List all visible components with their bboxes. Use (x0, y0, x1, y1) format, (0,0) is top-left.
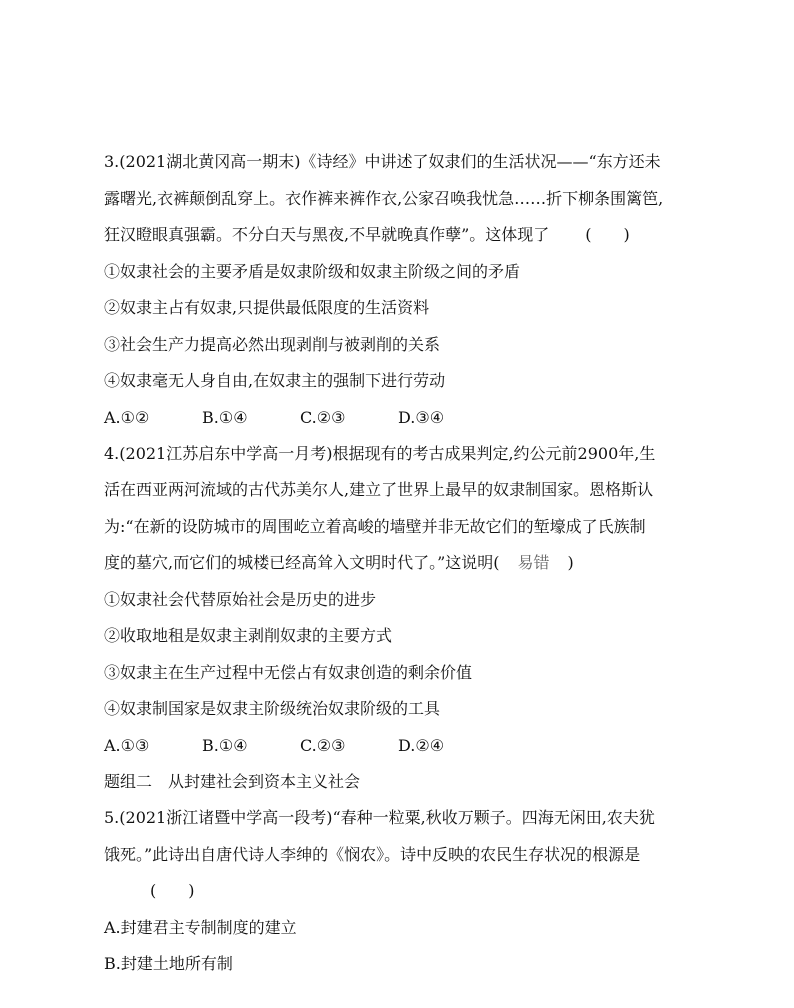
q3-statement-4: ④奴隶毫无人身自由,在奴隶主的强制下进行劳动 (104, 371, 446, 390)
q4-option-d[interactable]: D.②④ (398, 736, 445, 755)
q5-stem-line-1: 5.(2021浙江诸暨中学高一段考)“春种一粒粟,秋收万颗子。四海无闲田,农夫犹 (104, 808, 655, 827)
q3-option-c[interactable]: C.②③ (300, 408, 346, 427)
q4-option-c[interactable]: C.②③ (300, 736, 346, 755)
q3-option-a[interactable]: A.①② (104, 408, 150, 427)
q3-option-d[interactable]: D.③④ (398, 408, 445, 427)
q3-options (104, 408, 734, 428)
q4-option-b[interactable]: B.①④ (202, 736, 248, 755)
q4-stem-line-2: 活在西亚两河流域的古代苏美尔人,建立了世界上最早的奴隶制国家。恩格斯认 (104, 480, 654, 499)
q4-options (104, 736, 734, 756)
q4-stem-line-4 (104, 553, 734, 573)
q4-statement-3: ③奴隶主在生产过程中无偿占有奴隶创造的剩余价值 (104, 663, 473, 682)
q5-option-a[interactable]: A.封建君主专制制度的建立 (104, 918, 297, 937)
q4-stem-line-4-text: 度的墓穴,而它们的城楼已经高耸入文明时代了。”这说明( (104, 553, 500, 572)
q3-stem-line-3-text: 狂汉瞪眼真强霸。不分白天与黑夜,不早就晚真作孽”。这体现了 (104, 225, 550, 244)
q4-paren-close: ) (567, 553, 574, 572)
section-heading: 题组二 从封建社会到资本主义社会 (104, 772, 361, 791)
q4-option-a[interactable]: A.①③ (104, 736, 150, 755)
q5-option-b[interactable]: B.封建土地所有制 (104, 954, 233, 973)
q4-hint-label: 易错 (517, 553, 550, 572)
q3-answer-paren: ( ) (585, 225, 630, 244)
q3-stem-line-1: 3.(2021湖北黄冈高一期末)《诗经》中讲述了奴隶们的生活状况——“东方还未 (104, 152, 661, 171)
q4-stem-line-3: 为:“在新的设防城市的周围屹立着高峻的墙壁并非无故它们的堑壕成了氏族制 (104, 517, 646, 536)
q4-statement-4: ④奴隶制国家是奴隶主阶级统治奴隶阶级的工具 (104, 699, 441, 718)
q3-option-b[interactable]: B.①④ (202, 408, 248, 427)
q3-stem-line-3 (104, 225, 734, 245)
q4-stem-line-1: 4.(2021江苏启东中学高一月考)根据现有的考古成果判定,约公元前2900年,生 (104, 444, 656, 463)
q4-statement-2: ②收取地租是奴隶主剥削奴隶的主要方式 (104, 626, 393, 645)
q4-statement-1: ①奴隶社会代替原始社会是历史的进步 (104, 590, 377, 609)
q5-stem-line-2: 饿死。”此诗出自唐代诗人李绅的《悯农》。诗中反映的农民生存状况的根源是 (104, 845, 641, 864)
q5-answer-paren: ( ) (150, 881, 195, 900)
q3-statement-2: ②奴隶主占有奴隶,只提供最低限度的生活资料 (104, 298, 430, 317)
q3-stem-line-2: 露曙光,衣裤颠倒乱穿上。衣作裤来裤作衣,公家召唤我忧急……折下柳条围篱笆, (104, 189, 664, 208)
q3-statement-1: ①奴隶社会的主要矛盾是奴隶阶级和奴隶主阶级之间的矛盾 (104, 262, 521, 281)
q3-statement-3: ③社会生产力提高必然出现剥削与被剥削的关系 (104, 335, 441, 354)
